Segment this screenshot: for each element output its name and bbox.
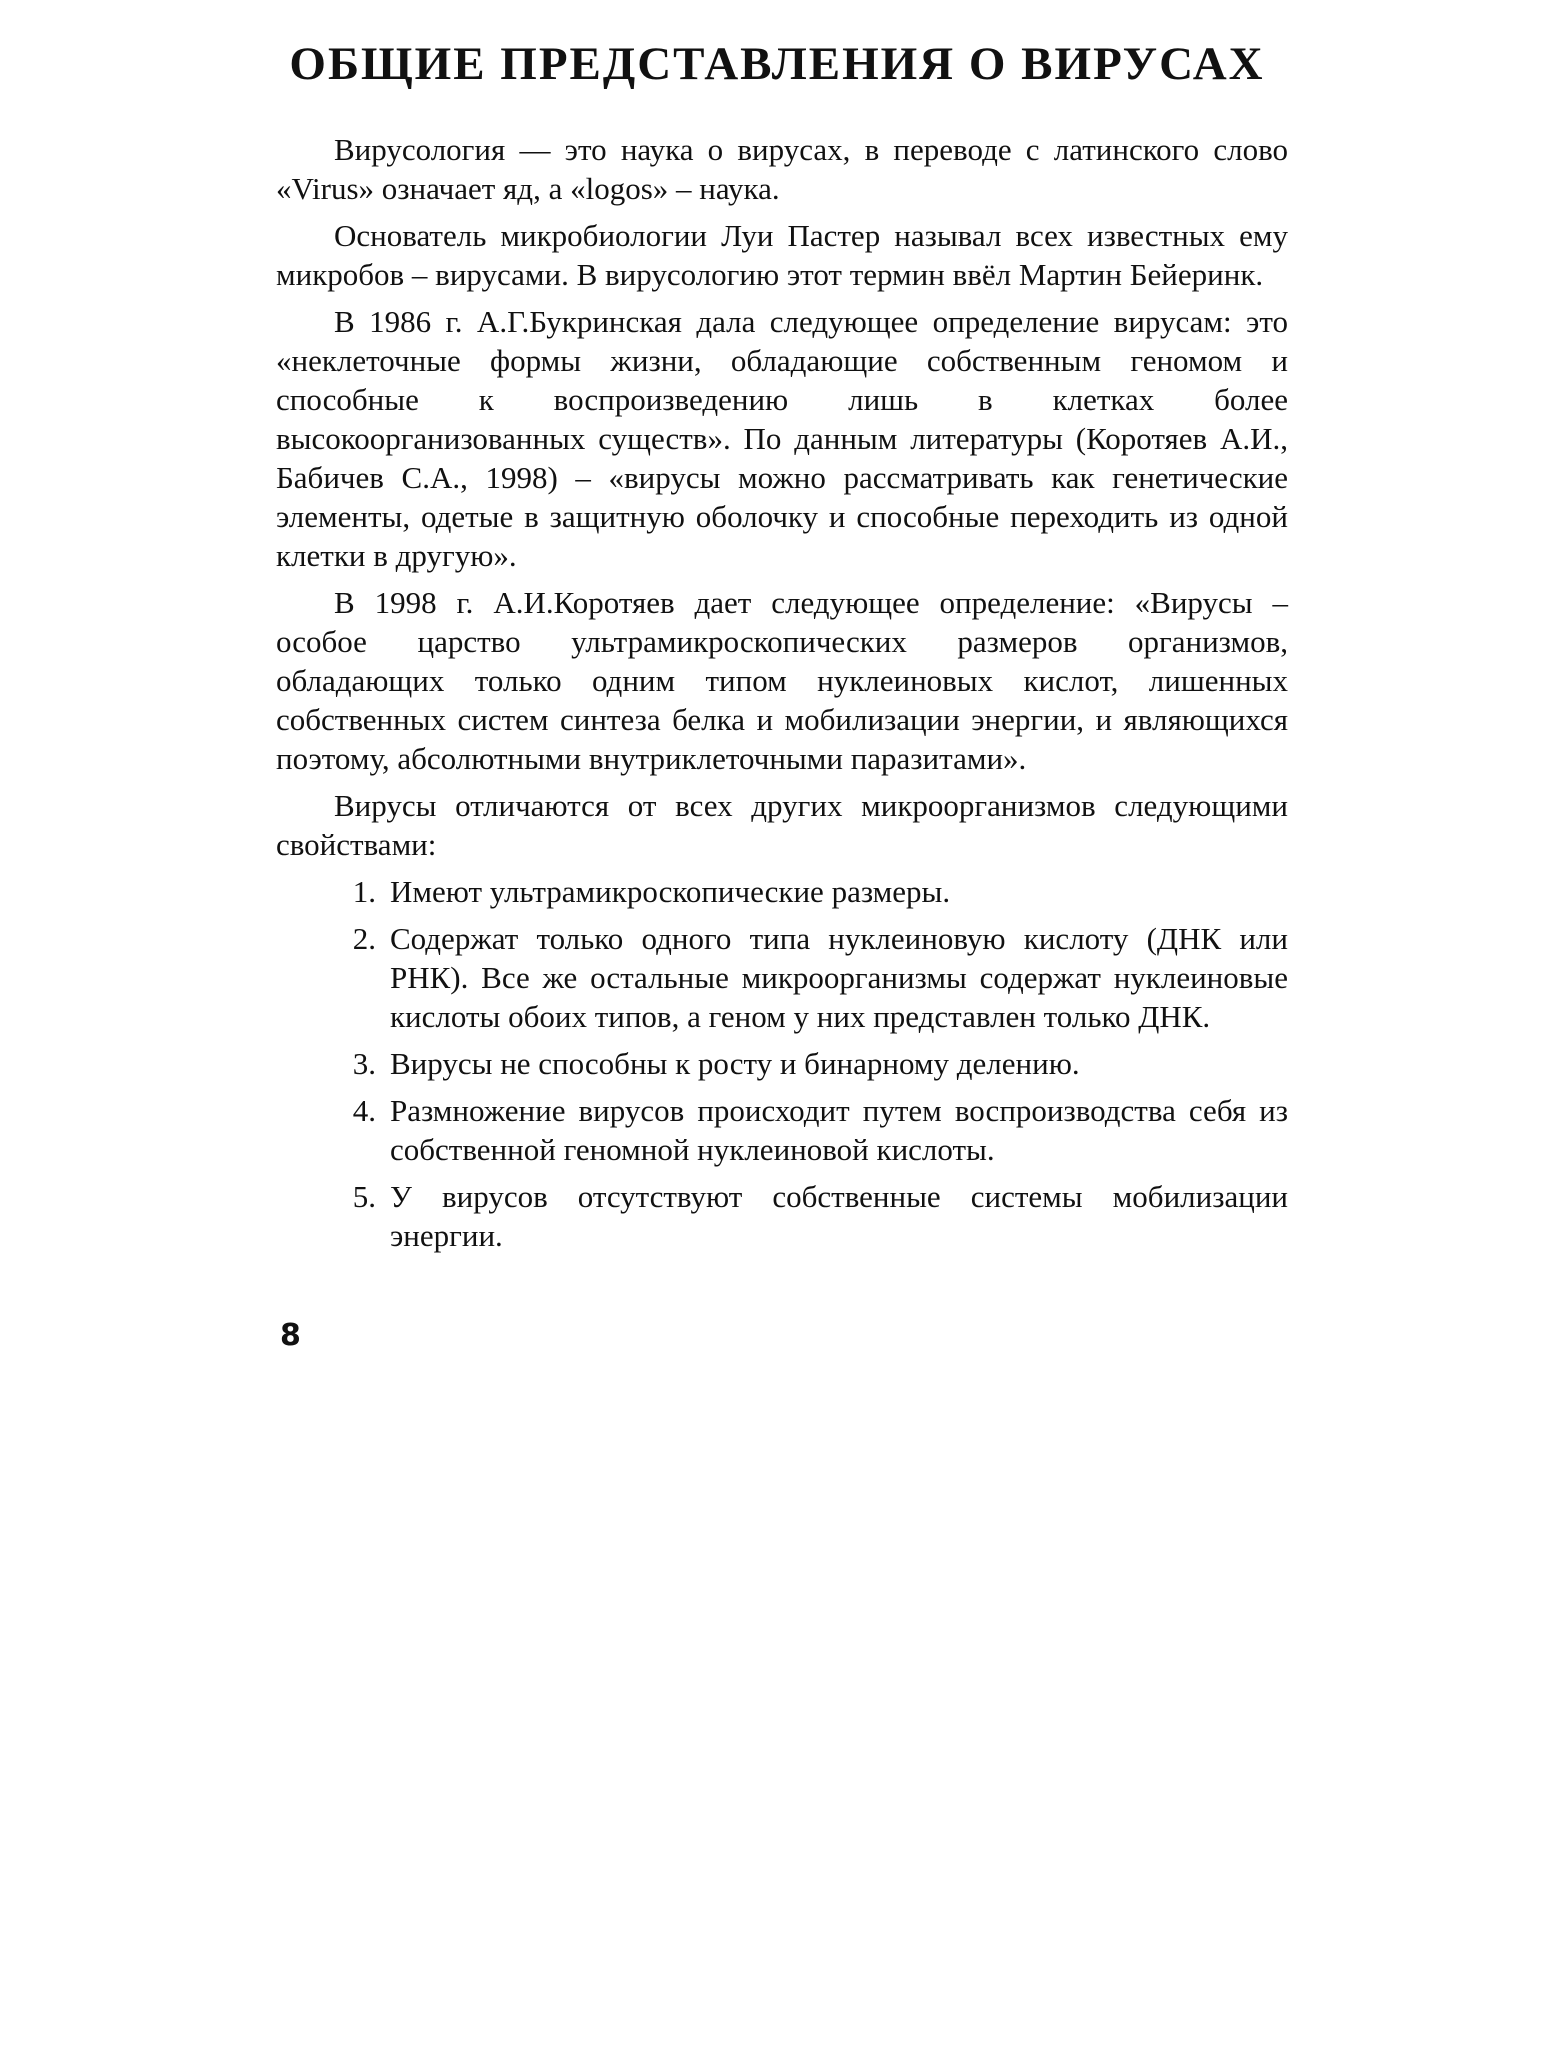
paragraph-definition: Вирусология — это наука о вирусах, в переводе с латинского слово «Virus» означает яд, а «logos» – наука. [276, 132, 1288, 206]
body-text [276, 130, 1288, 1263]
list-item [276, 1177, 1288, 1255]
paragraph-pasteur: Основатель микробиологии Луи Пастер называл всех известных ему микробов – вирусами. В вирусологию этот термин ввёл Мартин Бейеринк. [276, 218, 1288, 292]
list-item-text: Размножение вирусов происходит путем воспроизводства себя из собственной геномной нуклеиновой кислоты. [390, 1093, 1288, 1167]
page-title: ОБЩИЕ ПРЕДСТАВЛЕНИЯ О ВИРУСАХ [289, 38, 1265, 90]
list-item [276, 1091, 1288, 1169]
list-item [276, 919, 1288, 1036]
list-item-text: Содержат только одного типа нуклеиновую кислоту (ДНК или РНК). Все же остальные микроорганизмы содержат нуклеиновые кислоты обоих типов, а геном у них представлен только ДНК. [390, 921, 1288, 1034]
properties-list [276, 872, 1288, 1255]
paragraph-korotyaev: В 1998 г. А.И.Коротяев дает следующее определение: «Вирусы – особое царство ультрамикроскопических размеров организмов, обладающих только одним типом нуклеиновых кислот, лишенных собственных систем синтеза белка и мобилизации энергии, и являющихся поэтому, абсолютными внутриклеточными паразитами». [276, 585, 1288, 776]
list-item-number: 5. [352, 1179, 376, 1214]
list-item [276, 872, 1288, 911]
paragraph-bukrinskaya: В 1986 г. А.Г.Букринская дала следующее определение вирусам: это «неклеточные формы жизни, обладающие собственным геномом и способные к воспроизведению лишь в клетках более высокоорганизованных существ». По данным литературы (Коротяев А.И., Бабичев С.А., 1998) – «вирусы можно рассматривать как генетические элементы, одетые в защитную оболочку и способные переходить из одной клетки в другую». [276, 304, 1288, 573]
page-number: 8 [280, 1318, 301, 1353]
list-item-number: 3. [352, 1046, 376, 1081]
list-item-text: Имеют ультрамикроскопические размеры. [390, 874, 951, 909]
list-item-text: Вирусы не способны к росту и бинарному делению. [390, 1046, 1080, 1081]
list-item-number: 2. [352, 921, 376, 956]
list-item [276, 1044, 1288, 1083]
list-item-number: 4. [352, 1093, 376, 1128]
list-item-number: 1. [352, 874, 376, 909]
paragraph-properties-intro: Вирусы отличаются от всех других микроорганизмов следующими свойствами: [276, 788, 1288, 862]
list-item-text: У вирусов отсутствуют собственные системы мобилизации энергии. [390, 1179, 1288, 1253]
